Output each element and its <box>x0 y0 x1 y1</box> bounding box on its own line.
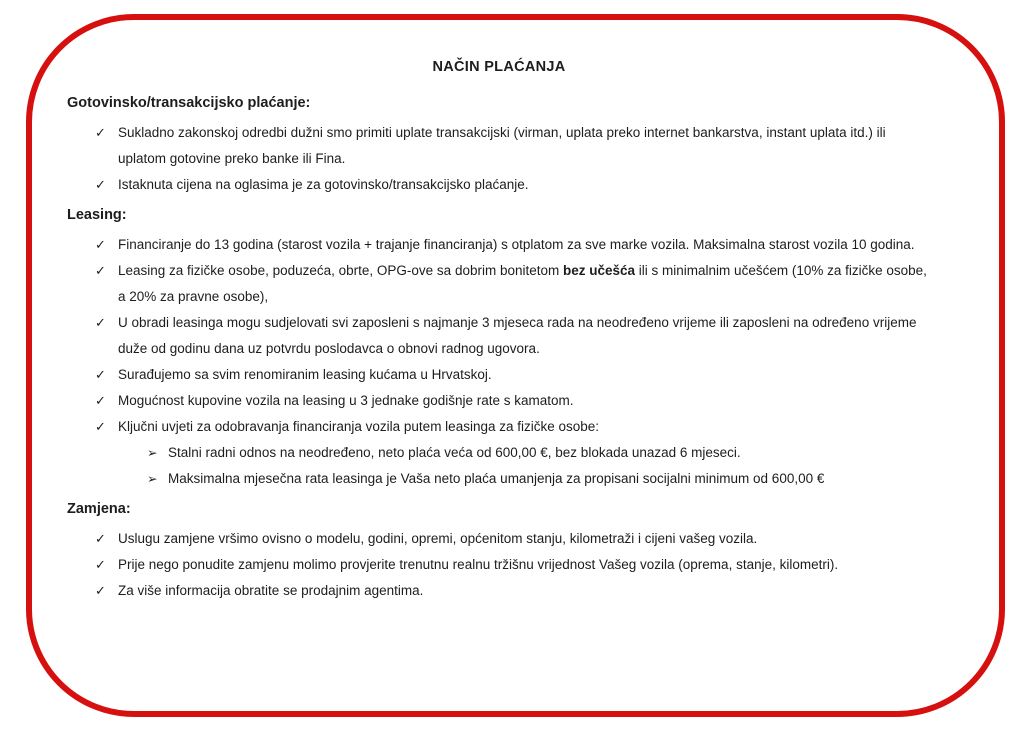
check-icon: ✓ <box>95 263 106 278</box>
list-item <box>67 362 931 388</box>
bullet-list-gotovinsko <box>67 120 931 198</box>
arrow-icon: ➢ <box>147 472 158 486</box>
sub-bullet-list <box>118 440 931 492</box>
list-item <box>67 310 931 362</box>
list-item <box>67 414 931 492</box>
list-item-text: Prije nego ponudite zamjenu molimo provjerite trenutnu realnu tržišnu vrijednost Vašeg vozila (oprema, stanje, kilometri). <box>118 557 839 572</box>
list-item-text <box>118 263 927 304</box>
list-item-text: U obradi leasinga mogu sudjelovati svi zaposleni s najmanje 3 mjeseca rada na neodređeno vrijeme ili zaposleni na određeno vrijeme duže od godinu dana uz potvrdu poslodavca o obnovi radnog ugovora. <box>118 315 917 356</box>
bullet-list-leasing <box>67 232 931 492</box>
list-item <box>67 172 931 198</box>
list-item <box>67 120 931 172</box>
check-icon: ✓ <box>95 583 106 598</box>
check-icon: ✓ <box>95 557 106 572</box>
list-item-text: Sukladno zakonskoj odredbi dužni smo primiti uplate transakcijski (virman, uplata preko internet bankarstva, instant uplata itd.) ili uplatom gotovine preko banke ili Fina. <box>118 125 886 166</box>
section-heading-leasing: Leasing: <box>67 207 127 223</box>
page-title: NAČIN PLAĆANJA <box>432 59 566 75</box>
list-item <box>67 388 931 414</box>
list-item-text: Mogućnost kupovine vozila na leasing u 3 jednake godišnje rate s kamatom. <box>118 393 574 408</box>
check-icon: ✓ <box>95 125 106 140</box>
list-item-text: Surađujemo sa svim renomiranim leasing kućama u Hrvatskoj. <box>118 367 492 382</box>
list-item-text: Istaknuta cijena na oglasima je za gotovinsko/transakcijsko plaćanje. <box>118 177 529 192</box>
list-item <box>67 552 931 578</box>
sub-list-item <box>118 440 931 466</box>
check-icon: ✓ <box>95 177 106 192</box>
sub-list-item-text: Stalni radni odnos na neodređeno, neto plaća veća od 600,00 €, bez blokada unazad 6 mjeseci. <box>168 445 741 460</box>
list-item-text-pre: Leasing za fizičke osobe, poduzeća, obrte, OPG-ove sa dobrim bonitetom <box>118 263 563 278</box>
section-heading-gotovinsko: Gotovinsko/transakcijsko plaćanje: <box>67 95 311 111</box>
document-content <box>32 20 999 604</box>
section-heading-zamjena: Zamjena: <box>67 501 131 517</box>
sub-list-item-text: Maksimalna mjesečna rata leasinga je Vaša neto plaća umanjenja za propisani socijalni minimum od 600,00 € <box>168 471 825 486</box>
check-icon: ✓ <box>95 315 106 330</box>
list-item <box>67 526 931 552</box>
red-border-frame <box>26 14 1005 717</box>
check-icon: ✓ <box>95 393 106 408</box>
list-item <box>67 232 931 258</box>
check-icon: ✓ <box>95 237 106 252</box>
list-item <box>67 578 931 604</box>
sub-list-item <box>118 466 931 492</box>
list-item-text: Financiranje do 13 godina (starost vozila + trajanje financiranja) s otplatom za sve marke vozila. Maksimalna starost vozila 10 godina. <box>118 237 915 252</box>
list-item-text-post: ili s minimalnim učešćem (10% za fizičke osobe, a 20% za pravne osobe), <box>118 263 927 304</box>
bullet-list-zamjena <box>67 526 931 604</box>
list-item-text: Ključni uvjeti za odobravanja financiranja vozila putem leasinga za fizičke osobe: <box>118 419 600 434</box>
list-item <box>67 258 931 310</box>
check-icon: ✓ <box>95 531 106 546</box>
check-icon: ✓ <box>95 367 106 382</box>
list-item-text-bold: bez učešća <box>563 263 636 278</box>
list-item-text: Za više informacija obratite se prodajnim agentima. <box>118 583 424 598</box>
check-icon: ✓ <box>95 419 106 434</box>
arrow-icon: ➢ <box>147 446 158 460</box>
list-item-text: Uslugu zamjene vršimo ovisno o modelu, godini, opremi, općenitom stanju, kilometraži i cijeni vašeg vozila. <box>118 531 758 546</box>
